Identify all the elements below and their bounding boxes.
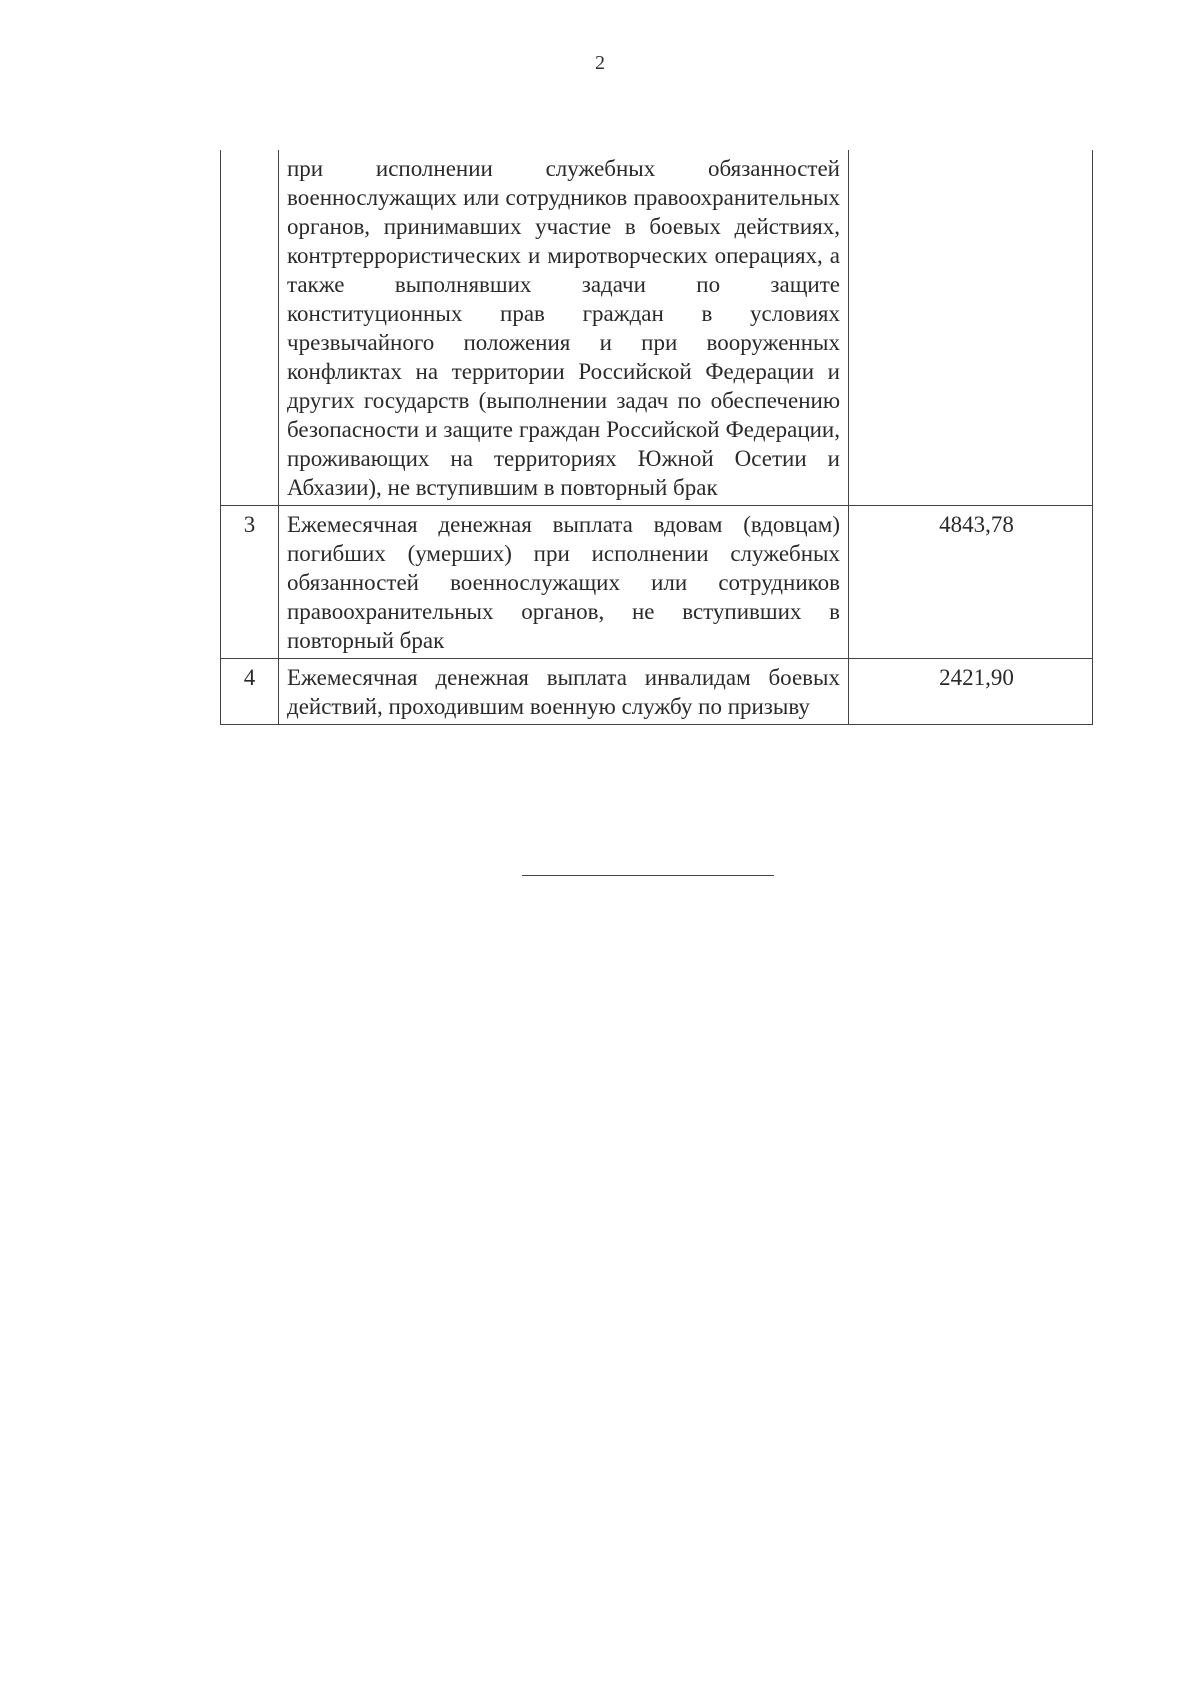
page-number: 2 [595, 52, 605, 74]
row-number-cell: 3 [221, 506, 279, 659]
row-amount-cell: 2421,90 [849, 659, 1093, 725]
row-description-cell: Ежемесячная денежная выплата инвалидам боевых действий, проходившим военную службу по призыву [279, 659, 849, 725]
table-row-4 [221, 659, 1093, 725]
row-number-cell: 4 [221, 659, 279, 725]
table-row-3 [221, 506, 1093, 659]
row-description-cell: Ежемесячная денежная выплата вдовам (вдовцам) погибших (умерших) при исполнении служебных обязанностей военнослужащих или сотрудников правоохранительных органов, не вступивших в повторный брак [279, 506, 849, 659]
row-amount-cell [849, 150, 1093, 506]
end-of-document-rule [522, 875, 774, 876]
payments-table [220, 150, 1093, 725]
row-amount-cell: 4843,78 [849, 506, 1093, 659]
table-row-continuation [221, 150, 1093, 506]
row-number-cell [221, 150, 279, 506]
row-description-cell: при исполнении служебных обязанностей военнослужащих или сотрудников правоохранительных органов, принимавших участие в боевых действиях, контртеррористических и миротворческих операциях, а также выполнявших задачи по защите конституционных прав граждан в условиях чрезвычайного положения и при вооруженных конфликтах на территории Российской Федерации и других государств (выполнении задач по обеспечению безопасности и защите граждан Российской Федерации, проживающих на территориях Южной Осетии и Абхазии), не вступившим в повторный брак [279, 150, 849, 506]
